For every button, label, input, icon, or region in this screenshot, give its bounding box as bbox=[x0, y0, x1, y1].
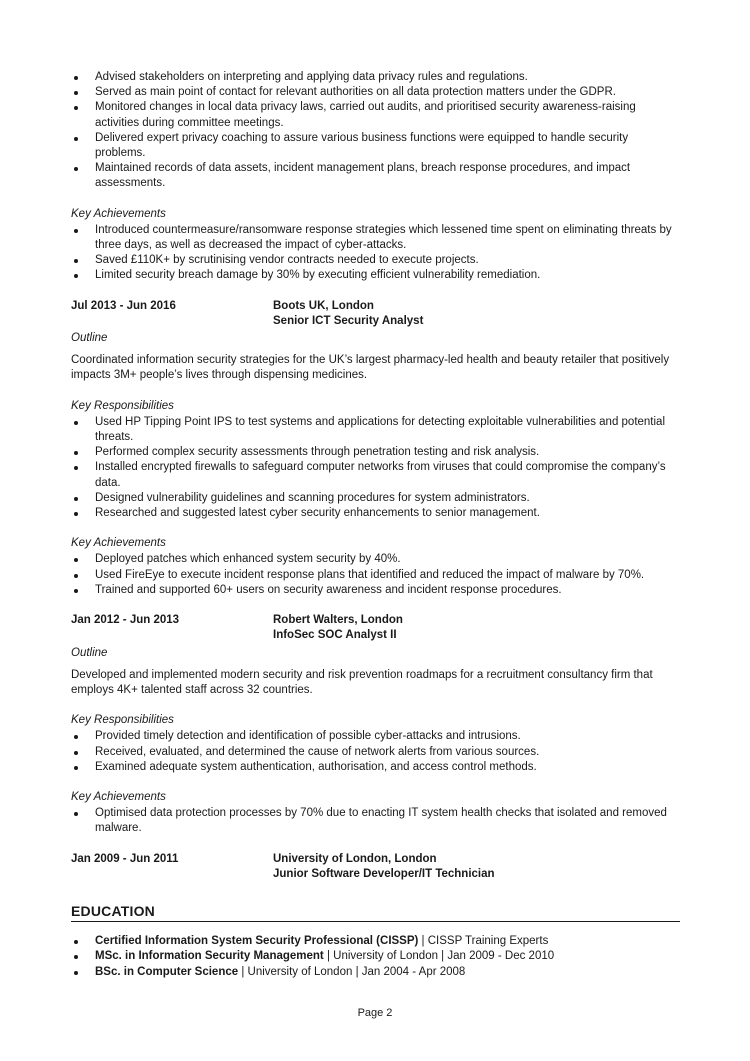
section-label: Key Achievements bbox=[71, 207, 166, 220]
bullet-icon bbox=[74, 274, 78, 278]
section-label: Key Achievements bbox=[71, 790, 166, 803]
job-dates: Jul 2013 - Jun 2016 bbox=[71, 299, 176, 312]
job-title: Senior ICT Security Analyst bbox=[273, 314, 424, 327]
education-list bbox=[71, 934, 680, 980]
bullet-icon bbox=[74, 971, 78, 975]
prev-job-responsibilities bbox=[71, 70, 680, 192]
robert-walters-achievements bbox=[71, 790, 680, 837]
list-item: Served as main point of contact for relevant authorities on all data protection matters under the GDPR. bbox=[71, 85, 680, 100]
list-item: Used FireEye to execute incident response plans that identified and reduced the impact of malware by 70%. bbox=[71, 568, 680, 583]
prev-job-achievements bbox=[71, 207, 680, 284]
bullet-icon bbox=[74, 940, 78, 944]
education-item: Certified Information System Security Professional (CISSP) | CISSP Training Experts bbox=[71, 934, 680, 949]
bullet-icon bbox=[74, 229, 78, 233]
section-label: Outline bbox=[71, 332, 108, 345]
section-label: Key Responsibilities bbox=[71, 399, 174, 412]
bullet-icon bbox=[74, 589, 78, 593]
list-item: Deployed patches which enhanced system security by 40%. bbox=[71, 552, 680, 567]
list-item: Saved £110K+ by scrutinising vendor contracts needed to execute projects. bbox=[71, 253, 680, 268]
list-item: Maintained records of data assets, incident management plans, breach response procedures, and impact assessments. bbox=[71, 161, 680, 191]
section-label: Key Responsibilities bbox=[71, 714, 174, 727]
bullet-icon bbox=[74, 512, 78, 516]
job-title: Junior Software Developer/IT Technician bbox=[273, 867, 495, 880]
list-item: Installed encrypted firewalls to safeguard computer networks from viruses that could compromise the company’s data. bbox=[71, 460, 680, 490]
bullet-icon bbox=[74, 955, 78, 959]
list-item: Introduced countermeasure/ransomware response strategies which lessened time spent on eliminating threats by three days, as well as decreased the impact of cyber-attacks. bbox=[71, 223, 680, 253]
list-item: Researched and suggested latest cyber security enhancements to senior management. bbox=[71, 506, 680, 521]
education-item: MSc. in Information Security Management | University of London | Jan 2009 - Dec 2010 bbox=[71, 949, 680, 964]
job-dates: Jan 2012 - Jun 2013 bbox=[71, 614, 180, 627]
bullet-icon bbox=[74, 735, 78, 739]
robert-walters-responsibilities bbox=[71, 713, 680, 775]
boots-responsibilities bbox=[71, 399, 680, 522]
job-dates: Jan 2009 - Jun 2011 bbox=[71, 852, 179, 865]
section-label: Key Achievements bbox=[71, 537, 166, 550]
page-number: Page 2 bbox=[357, 1007, 393, 1019]
bullet-icon bbox=[74, 766, 78, 770]
list-item: Designed vulnerability guidelines and scanning procedures for system administrators. bbox=[71, 491, 680, 506]
bullet-icon bbox=[74, 91, 78, 95]
job-header-boots bbox=[71, 299, 680, 329]
bullet-icon bbox=[74, 558, 78, 562]
list-item: Provided timely detection and identification of possible cyber-attacks and intrusions. bbox=[71, 729, 680, 744]
list-item: Delivered expert privacy coaching to assure various business functions were equipped to handle security problems. bbox=[71, 131, 680, 161]
bullet-icon bbox=[74, 466, 78, 470]
bullet-icon bbox=[74, 167, 78, 171]
list-item: Examined adequate system authentication, authorisation, and access control methods. bbox=[71, 760, 680, 775]
bullet-icon bbox=[74, 812, 78, 816]
boots-achievements bbox=[71, 536, 680, 598]
job-company: University of London, London bbox=[273, 852, 437, 865]
list-item: Limited security breach damage by 30% by executing efficient vulnerability remediation. bbox=[71, 268, 680, 283]
job-header-university-of-london bbox=[71, 852, 680, 882]
education-item: BSc. in Computer Science | University of London | Jan 2004 - Apr 2008 bbox=[71, 965, 680, 980]
list-item: Received, evaluated, and determined the cause of network alerts from various sources. bbox=[71, 745, 680, 760]
bullet-icon bbox=[74, 421, 78, 425]
bullet-icon bbox=[74, 137, 78, 141]
job-header-robert-walters bbox=[71, 613, 680, 643]
list-item: Performed complex security assessments through penetration testing and risk analysis. bbox=[71, 445, 680, 460]
job-outline: Developed and implemented modern security and risk prevention roadmaps for a recruitment consultancy firm that employs 4K+ talented staff across 32 countries. bbox=[71, 668, 653, 696]
list-item: Advised stakeholders on interpreting and applying data privacy rules and regulations. bbox=[71, 70, 680, 85]
bullet-icon bbox=[74, 259, 78, 263]
list-item: Optimised data protection processes by 70% due to enacting IT system health checks that isolated and removed malware. bbox=[71, 806, 680, 836]
job-company: Boots UK, London bbox=[273, 299, 374, 312]
job-title: InfoSec SOC Analyst II bbox=[273, 629, 397, 642]
bullet-icon bbox=[74, 497, 78, 501]
bullet-icon bbox=[74, 574, 78, 578]
section-label: Outline bbox=[71, 646, 108, 659]
job-company: Robert Walters, London bbox=[273, 614, 403, 627]
list-item: Used HP Tipping Point IPS to test systems and applications for detecting exploitable vulnerabilities and potential threats. bbox=[71, 415, 680, 445]
bullet-icon bbox=[74, 106, 78, 110]
resume-page-body bbox=[71, 70, 680, 980]
job-outline: Coordinated information security strategies for the UK’s largest pharmacy-led health and beauty retailer that positively impacts 3M+ people’s lives through dispensing medicines. bbox=[71, 354, 670, 382]
list-item: Trained and supported 60+ users on security awareness and incident response procedures. bbox=[71, 583, 680, 598]
education-heading: EDUCATION bbox=[71, 904, 680, 922]
bullet-icon bbox=[74, 451, 78, 455]
bullet-icon bbox=[74, 76, 78, 80]
bullet-icon bbox=[74, 751, 78, 755]
list-item: Monitored changes in local data privacy laws, carried out audits, and prioritised security awareness-raising activities during committee meetings. bbox=[71, 100, 680, 130]
